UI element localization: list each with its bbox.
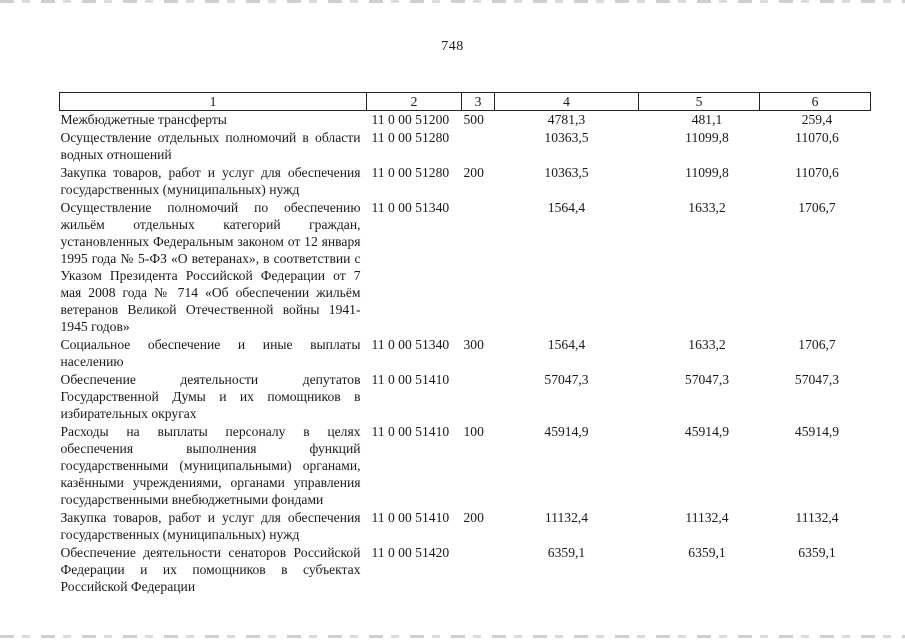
row-value-4: 1564,4 (547, 337, 586, 352)
table-body (60, 111, 871, 597)
row-value-4: 10363,5 (544, 165, 589, 180)
row-code: 11 0 00 51420 (371, 545, 450, 560)
table-row (60, 509, 871, 544)
row-name: Осуществление полномочий по обеспечению жильём отдельных категорий граждан, установленных Федеральным законом от 12 января 1995 года № 5-ФЗ «О ветеранах», в соответствии с Указом Президента Российской Федерации от 7 мая 2008 года № 714 «Об обеспечении жильём ветеранов Великой Отечественной войны 1941-1945 годов» (60, 200, 361, 334)
row-value-6: 57047,3 (794, 372, 840, 387)
budget-table (59, 92, 871, 596)
row-name: Обеспечение деятельности сенаторов Российской Федерации и их помощников в субъектах Российской Федерации (60, 545, 361, 594)
row-name: Социальное обеспечение и иные выплаты населению (60, 337, 361, 369)
row-code: 11 0 00 51340 (371, 200, 450, 215)
row-name: Обеспечение деятельности депутатов Государственной Думы и их помощников в избирательных округах (60, 372, 361, 421)
header-row (60, 93, 871, 111)
row-value-5: 481,1 (691, 112, 723, 127)
row-value-6: 11070,6 (795, 165, 839, 180)
header-col-2: 2 (367, 93, 462, 111)
row-name: Закупка товаров, работ и услуг для обеспечения государственных (муниципальных) нужд (60, 165, 361, 197)
row-value-5: 11099,8 (685, 165, 729, 180)
header-col-5: 5 (639, 93, 760, 111)
table-row (60, 423, 871, 509)
row-value-5: 6359,1 (688, 545, 726, 560)
row-code: 11 0 00 51280 (371, 130, 450, 145)
row-value-5: 1633,2 (688, 337, 726, 352)
row-type: 200 (463, 510, 484, 525)
table-row (60, 199, 871, 336)
header-col-3: 3 (462, 93, 495, 111)
row-type (462, 544, 495, 596)
row-type: 200 (463, 165, 484, 180)
row-name: Осуществление отдельных полномочий в области водных отношений (60, 130, 361, 162)
scan-edge-top (0, 0, 905, 3)
header-col-1: 1 (60, 93, 367, 111)
row-type (462, 199, 495, 336)
row-value-4: 45914,9 (544, 424, 589, 439)
row-value-6: 259,4 (801, 112, 833, 127)
scan-edge-bottom (0, 635, 905, 638)
row-value-6: 11132,4 (795, 510, 839, 525)
row-type (462, 129, 495, 164)
row-value-5: 45914,9 (684, 424, 730, 439)
row-value-4: 10363,5 (544, 130, 589, 145)
row-value-6: 6359,1 (798, 545, 836, 560)
table-row (60, 544, 871, 596)
table-row (60, 111, 871, 130)
row-value-5: 57047,3 (684, 372, 730, 387)
budget-table-container (59, 92, 870, 596)
row-value-5: 11099,8 (685, 130, 729, 145)
row-code: 11 0 00 51410 (371, 424, 450, 439)
row-type: 500 (463, 112, 484, 127)
row-code: 11 0 00 51200 (371, 112, 450, 127)
row-type: 100 (463, 424, 484, 439)
row-code: 11 0 00 51340 (371, 337, 450, 352)
row-value-6: 45914,9 (794, 424, 840, 439)
header-col-6: 6 (760, 93, 871, 111)
row-name: Расходы на выплаты персоналу в целях обеспечения выполнения функций государственными (муниципальными) органами, казёнными учреждениями, органами управления государственными внебюджетными фондами (60, 424, 361, 507)
row-value-4: 11132,4 (544, 510, 589, 525)
table-row (60, 371, 871, 423)
table-row (60, 129, 871, 164)
row-value-5: 11132,4 (685, 510, 729, 525)
row-value-4: 1564,4 (547, 200, 586, 215)
page-number: 748 (441, 39, 464, 54)
row-name: Межбюджетные трансферты (60, 112, 227, 127)
row-code: 11 0 00 51410 (371, 510, 450, 525)
row-value-6: 1706,7 (798, 200, 836, 215)
table-row (60, 336, 871, 371)
row-name: Закупка товаров, работ и услуг для обеспечения государственных (муниципальных) нужд (60, 510, 361, 542)
row-value-4: 57047,3 (544, 372, 589, 387)
row-code: 11 0 00 51280 (371, 165, 450, 180)
row-type: 300 (463, 337, 484, 352)
row-value-6: 11070,6 (795, 130, 839, 145)
row-value-4: 4781,3 (547, 112, 586, 127)
row-value-5: 1633,2 (688, 200, 726, 215)
row-type (462, 371, 495, 423)
row-value-6: 1706,7 (798, 337, 836, 352)
row-value-4: 6359,1 (547, 545, 586, 560)
header-col-4: 4 (495, 93, 639, 111)
row-code: 11 0 00 51410 (371, 372, 450, 387)
table-row (60, 164, 871, 199)
table-header (60, 93, 871, 111)
